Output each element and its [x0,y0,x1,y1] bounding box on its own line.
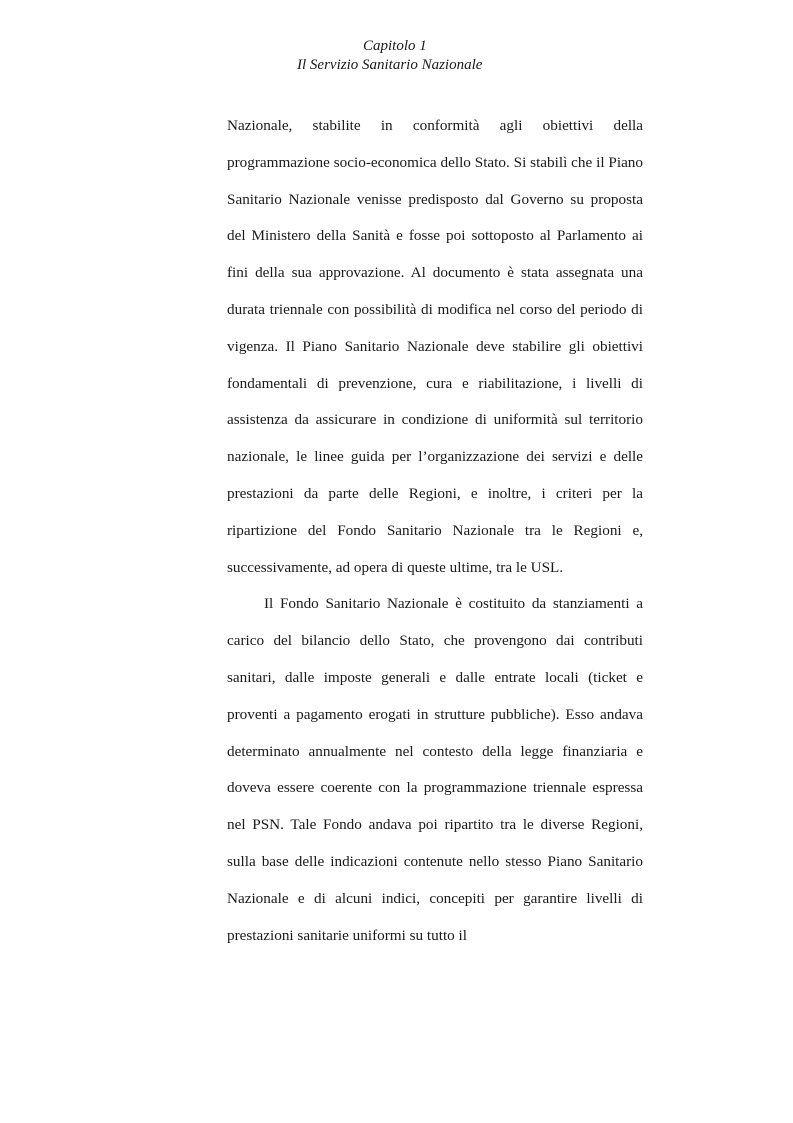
running-header [0,37,793,75]
paragraph: Nazionale, stabilite in conformità agli obiettivi della programmazione socio-economica dello Stato. Si stabilì che il Piano Sanitario Nazionale venisse predisposto dal Governo su proposta del Ministero della Sanità e fosse poi sottoposto al Parlamento ai fini della sua approvazione. Al documento è stata assegnata una durata triennale con possibilità di modifica nel corso del periodo di vigenza. Il Piano Sanitario Nazionale deve stabilire gli obiettivi fondamentali di prevenzione, cura e riabilitazione, i livelli di assistenza da assicurare in condizione di uniformità sul territorio nazionale, le linee guida per l’organizzazione dei servizi e delle prestazioni da parte delle Regioni, e inoltre, i criteri per la ripartizione del Fondo Sanitario Nazionale tra le Regioni e, successivamente, ad opera di queste ultime, tra le USL. [227,117,643,576]
chapter-title: Il Servizio Sanitario Nazionale [297,57,483,73]
chapter-label: Capitolo 1 [363,38,427,54]
paragraph: Il Fondo Sanitario Nazionale è costituito da stanziamenti a carico del bilancio dello Stato, che provengono dai contributi sanitari, dalle imposte generali e dalle entrate locali (ticket e proventi a pagamento erogati in strutture pubbliche). Esso andava determinato annualmente nel contesto della legge finanziaria e doveva essere coerente con la programmazione triennale espressa nel PSN. Tale Fondo andava poi ripartito tra le diverse Regioni, sulla base delle indicazioni contenute nello stesso Piano Sanitario Nazionale e di alcuni indici, concepiti per garantire livelli di prestazioni sanitarie uniformi su tutto il [227,595,643,944]
body-text [227,108,643,954]
